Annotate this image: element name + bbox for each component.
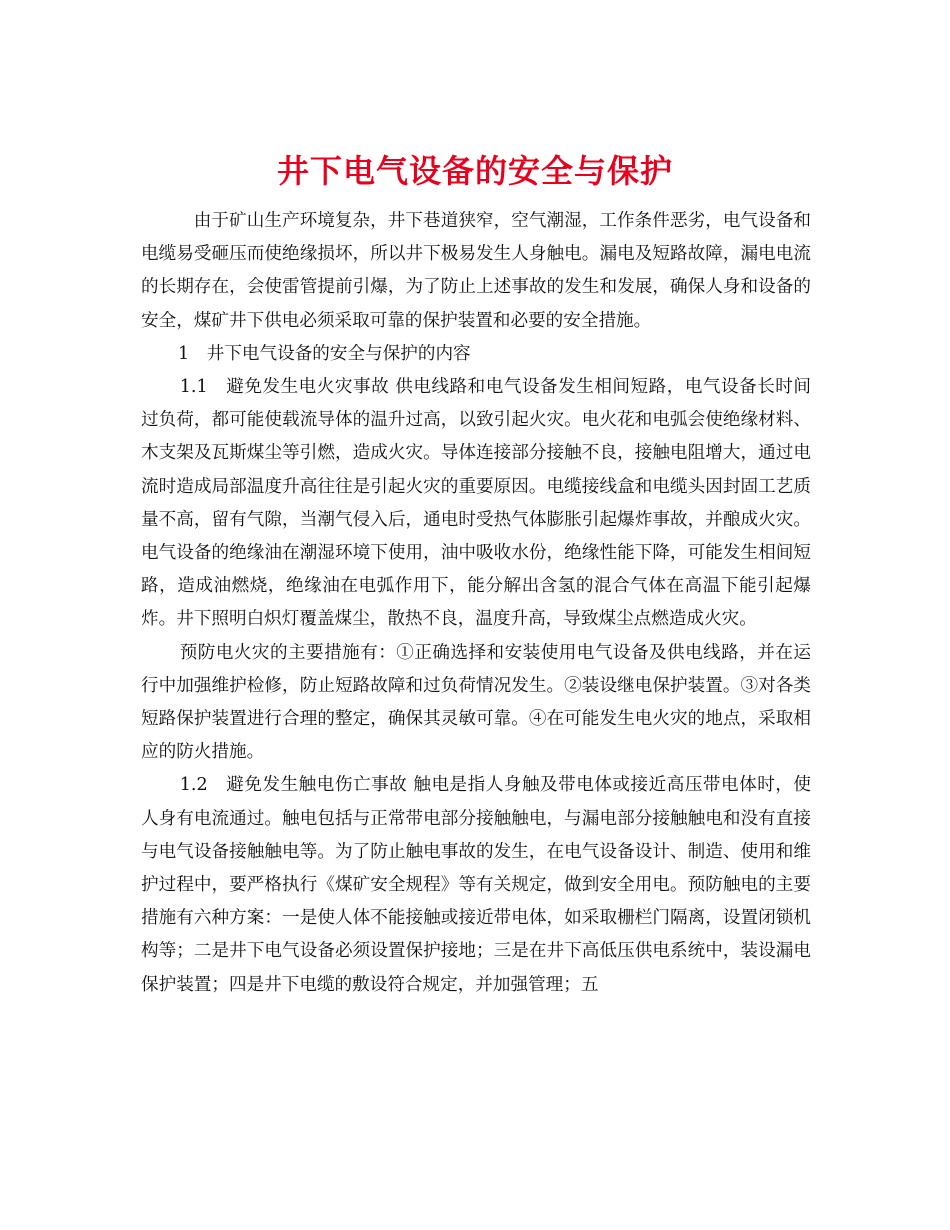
paragraph-section-1-2: 1.2 避免发生触电伤亡事故 触电是指人身触及带电体或接近高压带电体时，使人身有电流通过。触电包括与正常带电部分接触触电，与漏电部分接触触电和没有直接与电气设备接触触电等。为了防止触电事故的发生，在电气设备设计、制造、使用和维护过程中，要严格执行《煤矿安全规程》等有关规定，做到安全用电。预防触电的主要措施有六种方案：一是使人体不能接触或接近带电体，如采取栅栏门隔离，设置闭锁机构等；二是井下电气设备必须设置保护接地；三是在井下高低压供电系统中，装设漏电保护装置；四是井下电缆的敷设符合规定，并加强管理；五 — [141, 775, 811, 995]
paragraph-intro: 由于矿山生产环境复杂，井下巷道狭窄，空气潮湿，工作条件恶劣，电气设备和电缆易受砸压而使绝缘损坏，所以井下极易发生人身触电。漏电及短路故障，漏电电流的长期存在，会使雷管提前引爆，为了防止上述事故的发生和发展，确保人身和设备的安全，煤矿井下供电必须采取可靠的保护装置和必要的安全措施。 — [141, 211, 811, 331]
paragraph-fire-prevention: 预防电火灾的主要措施有：①正确选择和安装使用电气设备及供电线路，并在运行中加强维护检修，防止短路故障和过负荷情况发生。②装设继电保护装置。③对各类短路保护装置进行合理的整定，确保其灵敏可靠。④在可能发生电火灾的地点，采取相应的防火措施。 — [141, 642, 811, 763]
document-body — [141, 205, 811, 1002]
document-title: 井下电气设备的安全与保护 — [276, 152, 673, 191]
paragraph-section-1-1: 1.1 避免发生电火灾事故 供电线路和电气设备发生相间短路，电气设备长时间过负荷，都可能使载流导体的温升过高，以致引起火灾。电火花和电弧会使绝缘材料、木支架及瓦斯煤尘等引燃，造成火灾。导体连接部分接触不良，接触电阻增大，通过电流时造成局部温度升高往往是引起火灾的重要原因。电缆接线盒和电缆头因封固工艺质量不高，留有气隙，当潮气侵入后，通电时受热气体膨胀引起爆炸事故，并酿成火灾。电气设备的绝缘油在潮湿环境下使用，油中吸收水份，绝缘性能下降，可能发生相间短路，造成油燃烧，绝缘油在电弧作用下，能分解出含氢的混合气体在高温下能引起爆炸。井下照明白炽灯覆盖煤尘，散热不良，温度升高，导致煤尘点燃造成火灾。 — [141, 377, 811, 630]
section-heading-1: 1 井下电气设备的安全与保护的内容 — [177, 343, 471, 364]
